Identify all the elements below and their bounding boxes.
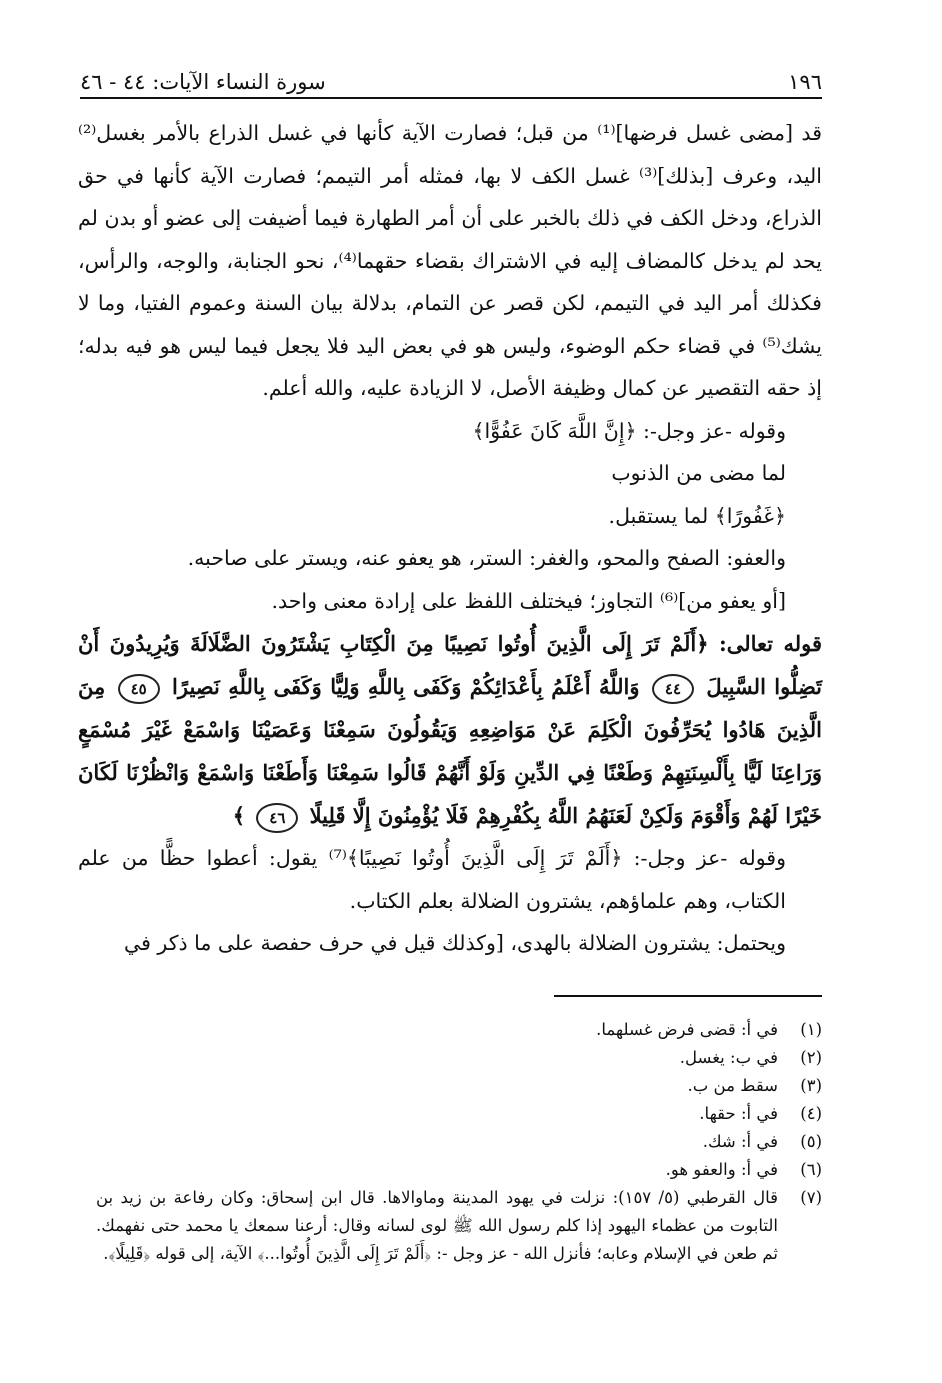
page-header	[80, 58, 822, 94]
footnote-7	[96, 1184, 822, 1268]
footnote-number: (٣)	[800, 1076, 822, 1095]
paragraph-8: ويحتمل: يشترون الضلالة بالهدى، [وكذلك قيل في حرف حفصة على ما ذكر في	[123, 931, 786, 955]
ayah-number-45: ٤٥	[118, 674, 160, 704]
footnote-number: (٧)	[800, 1188, 822, 1207]
footnote-2	[96, 1044, 822, 1072]
paragraph-5: والعفو: الصفح والمحو، والغفر: الستر، هو يعفو عنه، ويستر على صاحبه.	[187, 546, 786, 570]
paragraph-2: وقوله -عز وجل-: ﴿إِنَّ اللَّهَ كَانَ عَفُوًّا﴾	[472, 418, 786, 443]
footnote-number: (١)	[800, 1020, 822, 1039]
footnote-6	[96, 1156, 822, 1184]
quran-verse-44: ﴿أَلَمْ تَرَ إِلَى الَّذِينَ أُوتُوا نَصِيبًا مِنَ الْكِتَابِ يَشْتَرُونَ الضَّلَالَةَ وَيُرِيدُونَ أَنْ تَضِلُّوا السَّبِيلَ	[78, 631, 822, 699]
footnote-text: قال القرطبي (٥/ ١٥٧): نزلت في يهود المدينة وماوالاها. قال ابن إسحاق: وكان رفاعة بن زيد بن التابوت من عظماء اليهود إذا كلم رسول الله ﷺ لوى لسانه وقال: أرعنا سمعك يا محمد حتى نفهمك. ثم طعن في الإسلام وعابه؛ فأنزل الله - عز وجل -: ﴿أَلَمْ تَرَ إِلَى الَّذِينَ أُوتُوا...﴾ الآية، إلى قوله ﴿قَلِيلًا﴾.	[96, 1188, 778, 1263]
quran-passage	[78, 622, 822, 837]
footnote-text: سقط من ب.	[687, 1076, 778, 1095]
paragraph-4: ﴿غَفُورًا﴾ لما يستقبل.	[608, 503, 786, 528]
footnote-text: في أ: حقها.	[699, 1104, 778, 1123]
quran-close-bracket: ﴾	[232, 803, 246, 828]
quran-verse-45: وَاللَّهُ أَعْلَمُ بِأَعْدَائِكُمْ وَكَفَى بِاللَّهِ وَلِيًّا وَكَفَى بِاللَّهِ نَصِيرًا	[172, 674, 640, 699]
paragraph-1: قد [مضى غسل فرضها]⁽¹⁾ من قبل؛ فصارت الآية كأنها في غسل الذراع بالأمر بغسل⁽²⁾ اليد، وعرف [بذلك]⁽³⁾ غسل الكف لا بها، فمثله أمر التيمم؛ فصارت الآية كأنها في حق الذراع، ودخل الكف في ذلك بالخبر على أن أمر الطهارة فيما أضيفت إلى عضو أو بدن لم يحد لم يدخل كالمضاف إليه في الاشتراك بقضاء حقهما⁽⁴⁾، نحو الجنابة، والوجه، والرأس، فكذلك أمر اليد في التيمم، لكن قصر عن التمام، بدلالة بيان السنة وعموم الفتيا، وما لا يشك⁽⁵⁾ في قضاء حكم الوضوء، وليس هو في بعض اليد فلا يجعل فيما ليس هو فيه بدله؛ إذ حقه التقصير عن كمال وظيفة الأصل، لا الزيادة عليه، والله أعلم.	[78, 121, 822, 400]
quran-verse-46: مِنَ الَّذِينَ هَادُوا يُحَرِّفُونَ الْكَلِمَ عَنْ مَوَاضِعِهِ وَيَقُولُونَ سَمِعْنَا وَعَصَيْنَا وَاسْمَعْ غَيْرَ مُسْمَعٍ وَرَاعِنَا لَيًّا بِأَلْسِنَتِهِمْ وَطَعْنًا فِي الدِّينِ وَلَوْ أَنَّهُمْ قَالُوا سَمِعْنَا وَأَطَعْنَا وَاسْمَعْ وَانْظُرْنَا لَكَانَ خَيْرًا لَهُمْ وَأَقْوَمَ وَلَكِنْ لَعَنَهُمُ اللَّهُ بِكُفْرِهِمْ فَلَا يُؤْمِنُونَ إِلَّا قَلِيلًا	[78, 674, 822, 828]
footnote-number: (٦)	[800, 1160, 822, 1179]
footnote-text: في ب: يغسل.	[679, 1048, 778, 1067]
paragraph-3: لما مضى من الذنوب	[611, 461, 786, 485]
footnote-3	[96, 1072, 822, 1100]
main-text	[78, 112, 822, 965]
footnote-number: (٤)	[800, 1104, 822, 1123]
footnote-4	[96, 1100, 822, 1128]
footnote-1	[96, 1016, 822, 1044]
quran-lead: قوله تعالى:	[719, 631, 822, 656]
footnote-rule	[554, 995, 822, 997]
footnote-text: في أ: شك.	[702, 1132, 778, 1151]
footnote-5	[96, 1128, 822, 1156]
footnote-text: في أ: والعفو هو.	[665, 1160, 778, 1179]
header-rule	[80, 97, 822, 99]
page-number: ١٩٦	[788, 70, 822, 94]
ayah-number-46: ٤٦	[256, 803, 298, 833]
footnotes	[96, 1016, 822, 1268]
footnote-number: (٢)	[800, 1048, 822, 1067]
footnote-number: (٥)	[800, 1132, 822, 1151]
paragraph-7: وقوله -عز وجل-: ﴿أَلَمْ تَرَ إِلَى الَّذِينَ أُوتُوا نَصِيبًا﴾⁽⁷⁾ يقول: أعطوا حظًّا من علم الكتاب، وهم علماؤهم، يشترون الضلالة بعلم الكتاب.	[78, 846, 786, 913]
running-title: سورة النساء الآيات: ٤٤ - ٤٦	[80, 70, 326, 94]
ayah-number-44: ٤٤	[652, 674, 694, 704]
paragraph-6: [أو يعفو من]⁽⁶⁾ التجاوز؛ فيختلف اللفظ على إرادة معنى واحد.	[271, 588, 786, 613]
footnote-text: في أ: قضى فرض غسلهما.	[596, 1020, 778, 1039]
